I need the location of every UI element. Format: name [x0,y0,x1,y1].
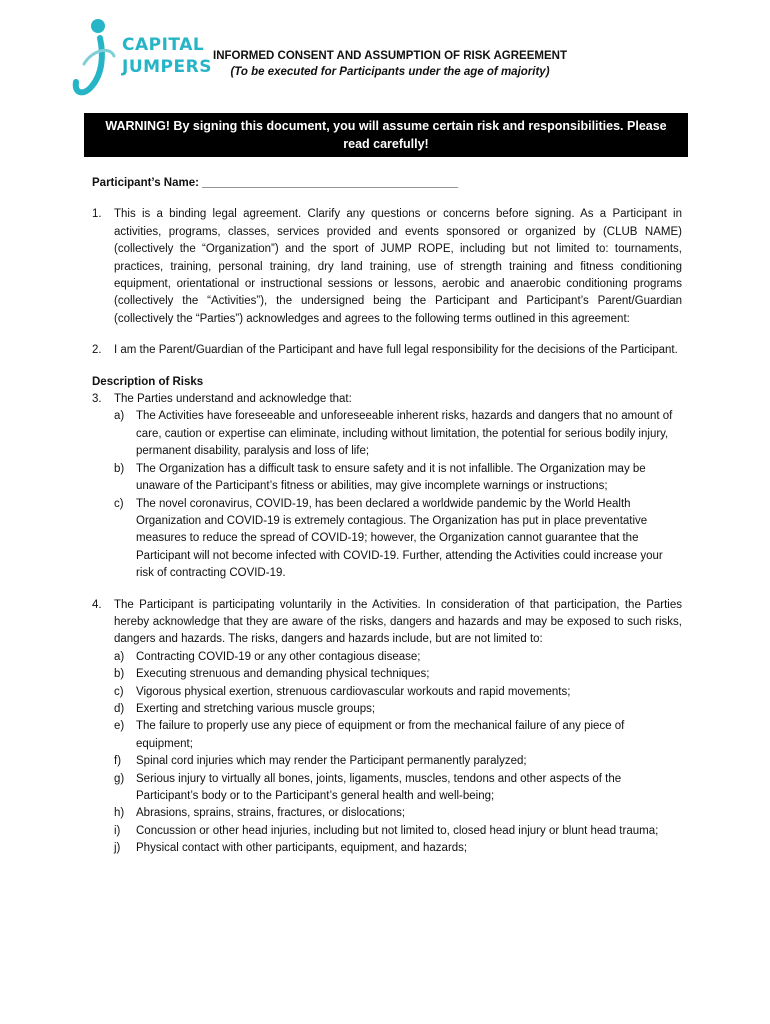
list-item: g) Serious injury to virtually all bones, joints, ligaments, muscles, tendons and other aspects of the Participant’s body or to the Participant’s general health and well-being; [114,772,622,802]
agreement-body [92,175,682,858]
list-item: a) Contracting COVID-19 or any other contagious disease; [114,650,421,663]
list-item: i) Concussion or other head injuries, including but not limited to, closed head injury or blunt head trauma; [114,824,659,837]
list-item: c) Vigorous physical exertion, strenuous cardiovascular workouts and rapid movements; [114,685,571,698]
logo-swoosh [76,38,102,92]
list-item: j) Physical contact with other participants, equipment, and hazards; [114,842,468,855]
list-item: d) Exerting and stretching various muscle groups; [114,702,376,715]
logo-line1: CAPITAL [122,35,205,55]
title-main: INFORMED CONSENT AND ASSUMPTION OF RISK AGREEMENT [213,50,567,62]
risks-heading: Description of Risks [92,375,204,388]
participant-name-field: Participant’s Name: ________________________________________ [92,177,458,189]
list-item: b) Executing strenuous and demanding physical techniques; [114,668,430,681]
logo-dot [91,19,105,33]
list-item: b) The Organization has a difficult task to ensure safety and it is not infallible. The Organization may be unaware of the Participant’s fitness or abilities, may give incomplete warnings or instructions; [114,462,646,493]
item-2: 2. I am the Parent/Guardian of the Participant and have full legal responsibility for the decisions of the Participant. [92,344,678,357]
logo-text [122,34,212,78]
list-item: e) The failure to properly use any piece of equipment or from the mechanical failure of any piece of equipment; [114,720,625,750]
item-1: 1. This is a binding legal agreement. Clarify any questions or concerns before signing. As a Participant in activities, programs, classes, services provided and events sponsored or organized by (CLUB NAME) (collectively the “Organization”) and the sport of JUMP ROPE, including but not limited to: tournaments, practices, training, personal training, dry land training, use of strength training and fitness conditioning equipment, orientational or instructional sessions or lessons, aerobic and anaerobic conditioning programs (collectively the “Activities”), the undersigned being the Participant and Participant’s Parent/Guardian (collectively the “Parties”) acknowledges and agrees to the following terms outlined in this agreement: [92,208,682,325]
logo-line2: JUMPERS [122,57,212,77]
item-4: 4. The Participant is participating voluntarily in the Activities. In consideration of that participation, the Parties hereby acknowledge that they are aware of the risks, dangers and hazards and may be exposed to such risks, dangers and hazards. The risks, dangers and hazards include, but are not limited to: [92,598,682,646]
list-item: a) The Activities have foreseeable and unforeseeable inherent risks, hazards and dangers that no amount of care, caution or expertise can eliminate, including without limitation, the potential for serious bodily injury, permanent disability, paralysis and loss of life; [114,410,673,458]
list-item: c) The novel coronavirus, COVID-19, has been declared a worldwide pandemic by the World Health Organization and COVID-19 is extremely contagious. The Organization has put in place preventative measures to reduce the spread of COVID-19; however, the Organization cannot guarantee that the Participant will not become infected with COVID-19. Further, attending the Activities could increase your risk of contracting COVID-19. [114,497,663,580]
document-title [205,48,575,80]
list-item: h) Abrasions, sprains, strains, fractures, or dislocations; [114,807,406,820]
title-subtitle: (To be executed for Participants under the age of majority) [230,66,550,78]
item-3: 3. The Parties understand and acknowledge that: [92,393,352,406]
item-4-subitems [92,649,682,858]
item-3-subitems [92,408,682,582]
list-item: f) Spinal cord injuries which may render the Participant permanently paralyzed; [114,755,527,768]
warning-banner: WARNING! By signing this document, you will assume certain risk and responsibilities. Please read carefully! [84,113,688,157]
